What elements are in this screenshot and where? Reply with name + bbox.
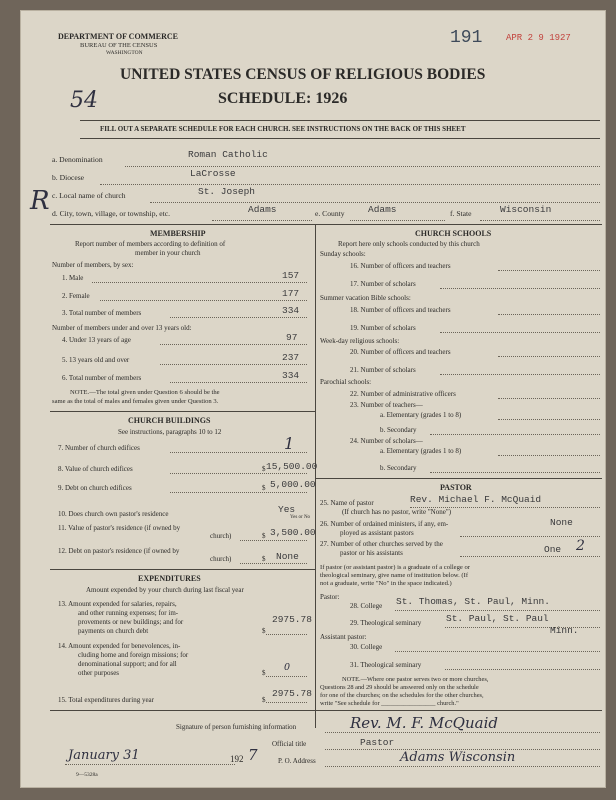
membership-title: MEMBERSHIP [150, 229, 206, 238]
pastor-title: PASTOR [440, 483, 472, 492]
dollar-15: $ [262, 696, 266, 704]
age-label: Number of members under and over 13 years old: [52, 324, 192, 332]
year-suffix: 7 [248, 746, 258, 764]
expenditures-sub: Amount expended by your church during last fiscal year [86, 586, 244, 594]
other-churches-value: One [544, 544, 562, 555]
college-value: St. Thomas, St. Paul, Minn. [396, 596, 550, 607]
yes-or-no-hint: Yes or No [290, 515, 311, 520]
total-members-label: 3. Total number of members [62, 309, 142, 317]
pastor-sub-label: Pastor: [320, 593, 340, 601]
form-number: 9—5328a [76, 772, 98, 778]
q16-label: 16. Number of officers and teachers [350, 262, 451, 270]
residence-debt-label-1: 12. Debt on pastor's residence (if owned by [58, 547, 180, 555]
department-label: DEPARTMENT OF COMMERCE [58, 32, 179, 41]
q24a-label: a. Elementary (grades 1 to 8) [380, 447, 462, 455]
q21-label: 21. Number of scholars [350, 366, 416, 374]
dollar-8: $ [262, 465, 266, 473]
signature-label: Signature of person furnishing information [176, 723, 297, 731]
city-value: Adams [248, 204, 277, 215]
official-title-label: Official title [272, 740, 307, 748]
members-by-sex-label: Number of members, by sex: [52, 261, 134, 269]
q30-label: 30. College [350, 643, 383, 651]
residence-value-label-1: 11. Value of pastor's residence (if owned by [58, 524, 181, 532]
q18-label: 18. Number of officers and teachers [350, 306, 451, 314]
form-title: UNITED STATES CENSUS OF RELIGIOUS BODIES [120, 66, 486, 83]
q24b-label: b. Secondary [380, 464, 417, 472]
graduate-note-2: theological seminary, give name of institution below. (If [320, 572, 469, 579]
summer-schools-label: Summer vacation Bible schools: [320, 294, 411, 302]
q14-value: 0 [284, 662, 291, 673]
denomination-value: Roman Catholic [188, 149, 268, 160]
q14-line-1: 14. Amount expended for benevolences, in- [58, 642, 181, 650]
denomination-label: a. Denomination [52, 155, 103, 164]
dollar-12: $ [262, 555, 266, 563]
membership-intro-2: member in your church [135, 249, 201, 257]
q23-label: 23. Number of teachers— [350, 401, 423, 409]
under-13-value: 97 [286, 332, 298, 343]
under-13-label: 4. Under 13 years of age [62, 336, 131, 344]
graduate-note-1: If pastor (or assistant pastor) is a graduate of a college or [320, 564, 470, 571]
po-address-value: Adams Wisconsin [400, 750, 516, 765]
schedule-title: SCHEDULE: 1926 [218, 90, 348, 107]
census-schedule-sheet [20, 10, 606, 788]
county-value: Adams [368, 204, 397, 215]
q13-value: 2975.78 [272, 614, 312, 625]
residence-value-label-2: church) [210, 532, 232, 540]
edifices-debt-label: 9. Debt on church edifices [58, 484, 132, 492]
over-13-label: 5. 13 years old and over [62, 356, 130, 364]
total-members-2-label: 6. Total number of members [62, 374, 142, 382]
pastor-note-4: write "See schedule for _________________ church." [320, 700, 459, 707]
male-label: 1. Male [62, 274, 84, 282]
q23a-label: a. Elementary (grades 1 to 8) [380, 411, 462, 419]
dollar-11: $ [262, 532, 266, 540]
pastor-note-2: Questions 28 and 29 should be answered only on the schedule [320, 684, 479, 691]
q27-label-1: 27. Number of other churches served by the [320, 540, 443, 548]
dollar-13: $ [262, 627, 266, 635]
q13-line-1: 13. Amount expended for salaries, repairs, [58, 600, 177, 608]
q25-label: 25. Name of pastor [320, 499, 374, 507]
q27-label-2: pastor or his assistants [340, 549, 403, 557]
edifices-debt-amount: 5,000.00 [270, 479, 316, 490]
po-address-label: P. O. Address [278, 757, 316, 765]
q28-label: 28. College [350, 602, 383, 610]
residence-value-amount: 3,500.00 [270, 527, 316, 538]
female-value: 177 [282, 288, 300, 299]
q14-line-2: cluding home and foreign missions; for [78, 651, 189, 659]
q26-label-2: ployed as assistant pastors [340, 529, 414, 537]
membership-intro-1: Report number of members according to definition of [75, 240, 226, 248]
edifices-label: 7. Number of church edifices [58, 444, 140, 452]
dollar-9: $ [262, 484, 266, 492]
membership-note-2: same as the total of males and females given under Question 3. [52, 398, 219, 405]
q25-hint: (If church has no pastor, write "None") [342, 508, 452, 516]
q15-value: 2975.78 [272, 688, 312, 699]
form-instruction: FILL OUT A SEPARATE SCHEDULE FOR EACH CHURCH. SEE INSTRUCTIONS ON THE BACK OF THIS SHEET [100, 125, 466, 133]
q13-line-4: payments on church debt [78, 627, 149, 635]
pastor-note-1: NOTE.—Where one pastor serves two or more churches, [342, 676, 489, 683]
residence-own-value: Yes [278, 504, 296, 515]
seminary-value-2: Minn. [550, 625, 579, 636]
q26-label-1: 26. Number of ordained ministers, if any, em- [320, 520, 449, 528]
q22-label: 22. Number of administrative officers [350, 390, 456, 398]
red-check-mark: R [30, 186, 50, 216]
church-name-value: St. Joseph [198, 186, 256, 197]
city-label-field: d. City, town, village, or township, etc. [52, 209, 171, 218]
q13-line-3: provements or new buildings; and for [78, 618, 184, 626]
buildings-title: CHURCH BUILDINGS [128, 416, 211, 425]
buildings-sub: See instructions, paragraphs 10 to 12 [118, 428, 222, 436]
stamp-number: 191 [450, 28, 483, 48]
parochial-schools-label: Parochial schools: [320, 378, 372, 386]
dollar-14: $ [262, 669, 266, 677]
bureau-label: BUREAU OF THE CENSUS [80, 42, 158, 49]
q14-line-3: denominational support; and for all [78, 660, 177, 668]
county-label: e. County [315, 209, 345, 218]
total-members-2-value: 334 [282, 370, 300, 381]
male-value: 157 [282, 270, 300, 281]
q23b-label: b. Secondary [380, 426, 417, 434]
q13-line-2: and other running expenses; for im- [78, 609, 179, 617]
red-number: 54 [70, 88, 98, 113]
schools-sub: Report here only schools conducted by this church [338, 240, 480, 248]
graduate-note-3: not a graduate, write "No" in the space indicated.) [320, 580, 452, 587]
q15-label: 15. Total expenditures during year [58, 696, 154, 704]
q20-label: 20. Number of officers and teachers [350, 348, 451, 356]
female-label: 2. Female [62, 292, 90, 300]
assistant-pastor-label: Assistant pastor: [320, 633, 367, 641]
edifices-value-amount: 15,500.00 [266, 461, 318, 472]
assistant-pastors-value: None [550, 517, 573, 528]
church-name-label: c. Local name of church [52, 191, 126, 200]
edifices-value-label: 8. Value of church edifices [58, 465, 133, 473]
schools-title: CHURCH SCHOOLS [415, 229, 492, 238]
diocese-value: LaCrosse [190, 168, 236, 179]
state-label: f. State [450, 209, 472, 218]
q31-label: 31. Theological seminary [350, 661, 422, 669]
q19-label: 19. Number of scholars [350, 324, 416, 332]
year-prefix: 192 [230, 754, 244, 764]
expenditures-title: EXPENDITURES [138, 574, 201, 583]
city-label: WASHINGTON [106, 50, 143, 56]
pastor-note-3: for one of the churches; on the schedules for the other churches, [320, 692, 484, 699]
other-churches-red-mark: 2 [576, 538, 585, 554]
weekday-schools-label: Week-day religious schools: [320, 337, 400, 345]
diocese-label: b. Diocese [52, 173, 85, 182]
membership-note-1: NOTE.—The total given under Question 6 should be the [70, 389, 220, 396]
signature-value: Rev. M. F. McQuaid [350, 714, 498, 732]
q29-label: 29. Theological seminary [350, 619, 422, 627]
over-13-value: 237 [282, 352, 300, 363]
date-value: January 31 [68, 748, 140, 763]
residence-debt-amount: None [276, 551, 299, 562]
edifices-value: 1 [284, 434, 295, 453]
stamp-date: APR 2 9 1927 [506, 33, 571, 43]
q24-label: 24. Number of scholars— [350, 437, 423, 445]
residence-debt-label-2: church) [210, 555, 232, 563]
pastor-name-value: Rev. Michael F. McQuaid [410, 494, 542, 505]
sunday-schools-label: Sunday schools: [320, 250, 366, 258]
state-value: Wisconsin [500, 204, 552, 215]
total-members-value: 334 [282, 305, 300, 316]
q14-line-4: other purposes [78, 669, 120, 677]
q17-label: 17. Number of scholars [350, 280, 416, 288]
residence-own-label: 10. Does church own pastor's residence [58, 510, 169, 518]
seminary-value: St. Paul, St. Paul [446, 613, 549, 624]
official-title-value: Pastor [360, 737, 395, 748]
